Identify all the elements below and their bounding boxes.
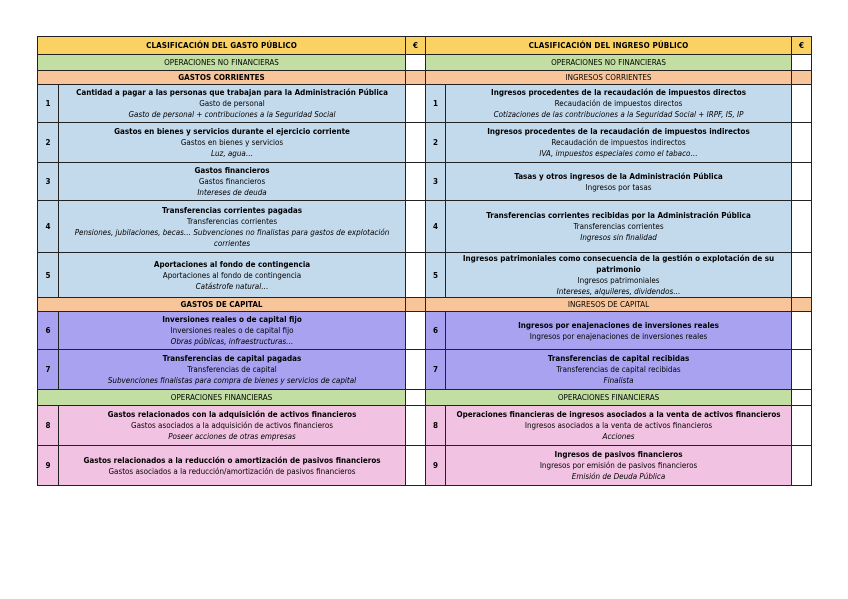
- income-current-amount-cell: [792, 71, 812, 85]
- expense-amount-cell: [406, 85, 426, 123]
- expense-capital-amount-cell: [406, 298, 426, 312]
- expense-amount-cell: [406, 163, 426, 201]
- income-current-header: INGRESOS CORRIENTES: [426, 71, 792, 85]
- capital-rows: [38, 312, 812, 390]
- expense-financial-amount-cell: [406, 390, 426, 406]
- income-amount-cell: [792, 201, 812, 253]
- expense-chapter-number: 5: [38, 253, 59, 298]
- expense-chapter-number: 9: [38, 446, 59, 486]
- expense-chapter-number: 8: [38, 406, 59, 446]
- income-amount-cell: [792, 312, 812, 350]
- chapter-description: Gastos en bienes y servicios: [180, 138, 284, 147]
- chapter-title: Inversiones reales o de capital fijo: [162, 315, 302, 324]
- chapter-description: Recaudación de impuestos directos: [554, 99, 683, 108]
- chapter-title: Gastos en bienes y servicios durante el ejercicio corriente: [114, 127, 350, 136]
- expense-chapter-number: 1: [38, 85, 59, 123]
- income-chapter-cell: [446, 406, 792, 446]
- chapter-title: Cantidad a pagar a las personas que trabajan para la Administración Pública: [76, 88, 388, 97]
- expense-amount-cell: [406, 406, 426, 446]
- classification-row: [38, 85, 812, 123]
- expense-amount-cell: [406, 201, 426, 253]
- expense-chapter-cell: [59, 85, 406, 123]
- income-chapter-number: 5: [426, 253, 446, 298]
- classification-row: [38, 446, 812, 486]
- chapter-title: Ingresos de pasivos financieros: [554, 450, 683, 459]
- chapter-title: Transferencias corrientes recibidas por la Administración Pública: [486, 211, 751, 220]
- chapter-description: Recaudación de impuestos indirectos: [551, 138, 686, 147]
- financial-rows: [38, 406, 812, 486]
- income-financial-ops-header: OPERACIONES FINANCIERAS: [426, 390, 792, 406]
- classification-row: [38, 312, 812, 350]
- chapter-example: Catástrofe natural…: [195, 281, 269, 291]
- income-chapter-number: 7: [426, 350, 446, 390]
- income-amount-cell: [792, 446, 812, 486]
- chapter-example: Luz, agua…: [210, 149, 254, 158]
- income-amount-cell: [792, 163, 812, 201]
- chapter-example: Pensiones, jubilaciones, becas… Subvenciones no finalistas para gastos de explotación corrientes: [74, 227, 390, 248]
- classification-table: [37, 36, 812, 486]
- chapter-description: Aportaciones al fondo de contingencia: [162, 270, 302, 280]
- chapter-title: Ingresos procedentes de la recaudación de impuestos indirectos: [487, 127, 750, 136]
- expense-current-header: GASTOS CORRIENTES: [38, 71, 406, 85]
- chapter-example: Ingresos sin finalidad: [580, 233, 657, 242]
- chapter-description: Gastos financieros: [198, 177, 266, 186]
- expense-non-financial-amount-cell: [406, 55, 426, 71]
- income-amount-cell: [792, 406, 812, 446]
- expense-non-financial-ops-header: OPERACIONES NO FINANCIERAS: [38, 55, 406, 71]
- chapter-title: Transferencias corrientes pagadas: [162, 205, 302, 215]
- income-chapter-number: 9: [426, 446, 446, 486]
- income-non-financial-amount-cell: [792, 55, 812, 71]
- chapter-example: IVA, impuestos especiales como el tabaco…: [539, 149, 698, 158]
- chapter-example: Subvenciones finalistas para compra de bienes y servicios de capital: [107, 376, 357, 385]
- income-amount-cell: [792, 253, 812, 298]
- income-financial-amount-cell: [792, 390, 812, 406]
- expense-amount-cell: [406, 123, 426, 163]
- chapter-example: Poseer acciones de otras empresas: [168, 432, 296, 441]
- income-chapter-number: 1: [426, 85, 446, 123]
- classification-row: [38, 163, 812, 201]
- expense-chapter-cell: [59, 163, 406, 201]
- classification-row: [38, 350, 812, 390]
- chapter-title: Aportaciones al fondo de contingencia: [153, 259, 311, 269]
- chapter-title: Transferencias de capital recibidas: [547, 354, 690, 363]
- chapter-description: Transferencias corrientes: [186, 216, 278, 226]
- expense-chapter-cell: [59, 350, 406, 390]
- income-chapter-cell: [446, 201, 792, 253]
- income-non-financial-ops-header: OPERACIONES NO FINANCIERAS: [426, 55, 792, 71]
- chapter-description: Gastos asociados a la reducción/amortización de pasivos financieros: [108, 466, 356, 476]
- expense-chapter-number: 4: [38, 201, 59, 253]
- income-chapter-cell: [446, 85, 792, 123]
- expense-amount-cell: [406, 350, 426, 390]
- chapter-title: Transferencias de capital pagadas: [162, 354, 302, 363]
- chapter-title: Operaciones financieras de ingresos asociados a la venta de activos financieros: [456, 410, 781, 419]
- expense-financial-ops-header: OPERACIONES FINANCIERAS: [38, 390, 406, 406]
- expense-chapter-cell: [59, 406, 406, 446]
- chapter-description: Transferencias de capital recibidas: [556, 365, 681, 374]
- income-amount-cell: [792, 85, 812, 123]
- chapter-description: Gastos asociados a la adquisición de activos financieros: [131, 421, 333, 430]
- expense-chapter-number: 6: [38, 312, 59, 350]
- income-chapter-number: 6: [426, 312, 446, 350]
- chapter-example: Acciones: [602, 432, 635, 441]
- chapter-description: Ingresos asociados a la venta de activos financieros: [524, 421, 713, 430]
- chapter-example: Emisión de Deuda Pública: [571, 472, 666, 481]
- chapter-description: Ingresos por emisión de pasivos financieros: [539, 461, 698, 470]
- expense-chapter-cell: [59, 201, 406, 253]
- income-capital-amount-cell: [792, 298, 812, 312]
- classification-row: [38, 406, 812, 446]
- classification-row: [38, 123, 812, 163]
- chapter-example: Cotizaciones de las contribuciones a la Seguridad Social + IRPF, IS, IP: [493, 110, 744, 119]
- expense-amount-cell: [406, 253, 426, 298]
- income-chapter-number: 2: [426, 123, 446, 163]
- chapter-title: Ingresos por enajenaciones de inversiones reales: [518, 320, 719, 330]
- expense-classification-title: CLASIFICACIÓN DEL GASTO PÚBLICO: [38, 37, 406, 55]
- expense-current-amount-cell: [406, 71, 426, 85]
- chapter-example: Finalista: [603, 376, 634, 385]
- expense-chapter-number: 3: [38, 163, 59, 201]
- income-chapter-number: 4: [426, 201, 446, 253]
- expense-capital-header: GASTOS DE CAPITAL: [38, 298, 406, 312]
- expense-chapter-cell: [59, 123, 406, 163]
- income-chapter-cell: [446, 350, 792, 390]
- chapter-title: Gastos relacionados con la adquisición de activos financieros: [107, 410, 357, 419]
- chapter-description: Gasto de personal: [199, 99, 265, 108]
- expense-amount-cell: [406, 446, 426, 486]
- chapter-title: Tasas y otros ingresos de la Administración Pública: [514, 171, 723, 181]
- chapter-description: Ingresos por enajenaciones de inversiones reales: [529, 331, 708, 341]
- chapter-title: Ingresos procedentes de la recaudación de impuestos directos: [491, 88, 746, 97]
- income-capital-header: INGRESOS DE CAPITAL: [426, 298, 792, 312]
- expense-amount-cell: [406, 312, 426, 350]
- expense-chapter-cell: [59, 312, 406, 350]
- chapter-example: Obras públicas, infraestructuras…: [170, 337, 294, 346]
- income-chapter-number: 8: [426, 406, 446, 446]
- expense-currency-header: €: [406, 37, 426, 55]
- chapter-description: Ingresos patrimoniales: [577, 276, 660, 285]
- classification-row: [38, 253, 812, 298]
- chapter-example: Gasto de personal + contribuciones a la Seguridad Social: [128, 110, 336, 119]
- chapter-example: Intereses, alquileres, dividendos…: [556, 287, 681, 296]
- expense-chapter-cell: [59, 253, 406, 298]
- expense-chapter-number: 7: [38, 350, 59, 390]
- income-chapter-cell: [446, 163, 792, 201]
- income-amount-cell: [792, 350, 812, 390]
- classification-row: [38, 201, 812, 253]
- chapter-title: Ingresos patrimoniales como consecuencia de la gestión o explotación de su patrimonio: [462, 254, 775, 274]
- income-chapter-cell: [446, 253, 792, 298]
- income-classification-title: CLASIFICACIÓN DEL INGRESO PÚBLICO: [426, 37, 792, 55]
- chapter-title: Gastos financieros: [194, 166, 270, 175]
- income-currency-header: €: [792, 37, 812, 55]
- income-chapter-cell: [446, 312, 792, 350]
- expense-chapter-number: 2: [38, 123, 59, 163]
- chapter-description: Transferencias corrientes: [573, 222, 664, 231]
- chapter-example: Intereses de deuda: [197, 188, 267, 197]
- chapter-title: Gastos relacionados a la reducción o amortización de pasivos financieros: [83, 455, 381, 465]
- income-chapter-cell: [446, 123, 792, 163]
- income-amount-cell: [792, 123, 812, 163]
- chapter-description: Transferencias de capital: [187, 365, 277, 374]
- chapter-description: Inversiones reales o de capital fijo: [170, 326, 294, 335]
- income-chapter-cell: [446, 446, 792, 486]
- chapter-description: Ingresos por tasas: [585, 182, 652, 192]
- income-chapter-number: 3: [426, 163, 446, 201]
- current-rows: [38, 85, 812, 298]
- expense-chapter-cell: [59, 446, 406, 486]
